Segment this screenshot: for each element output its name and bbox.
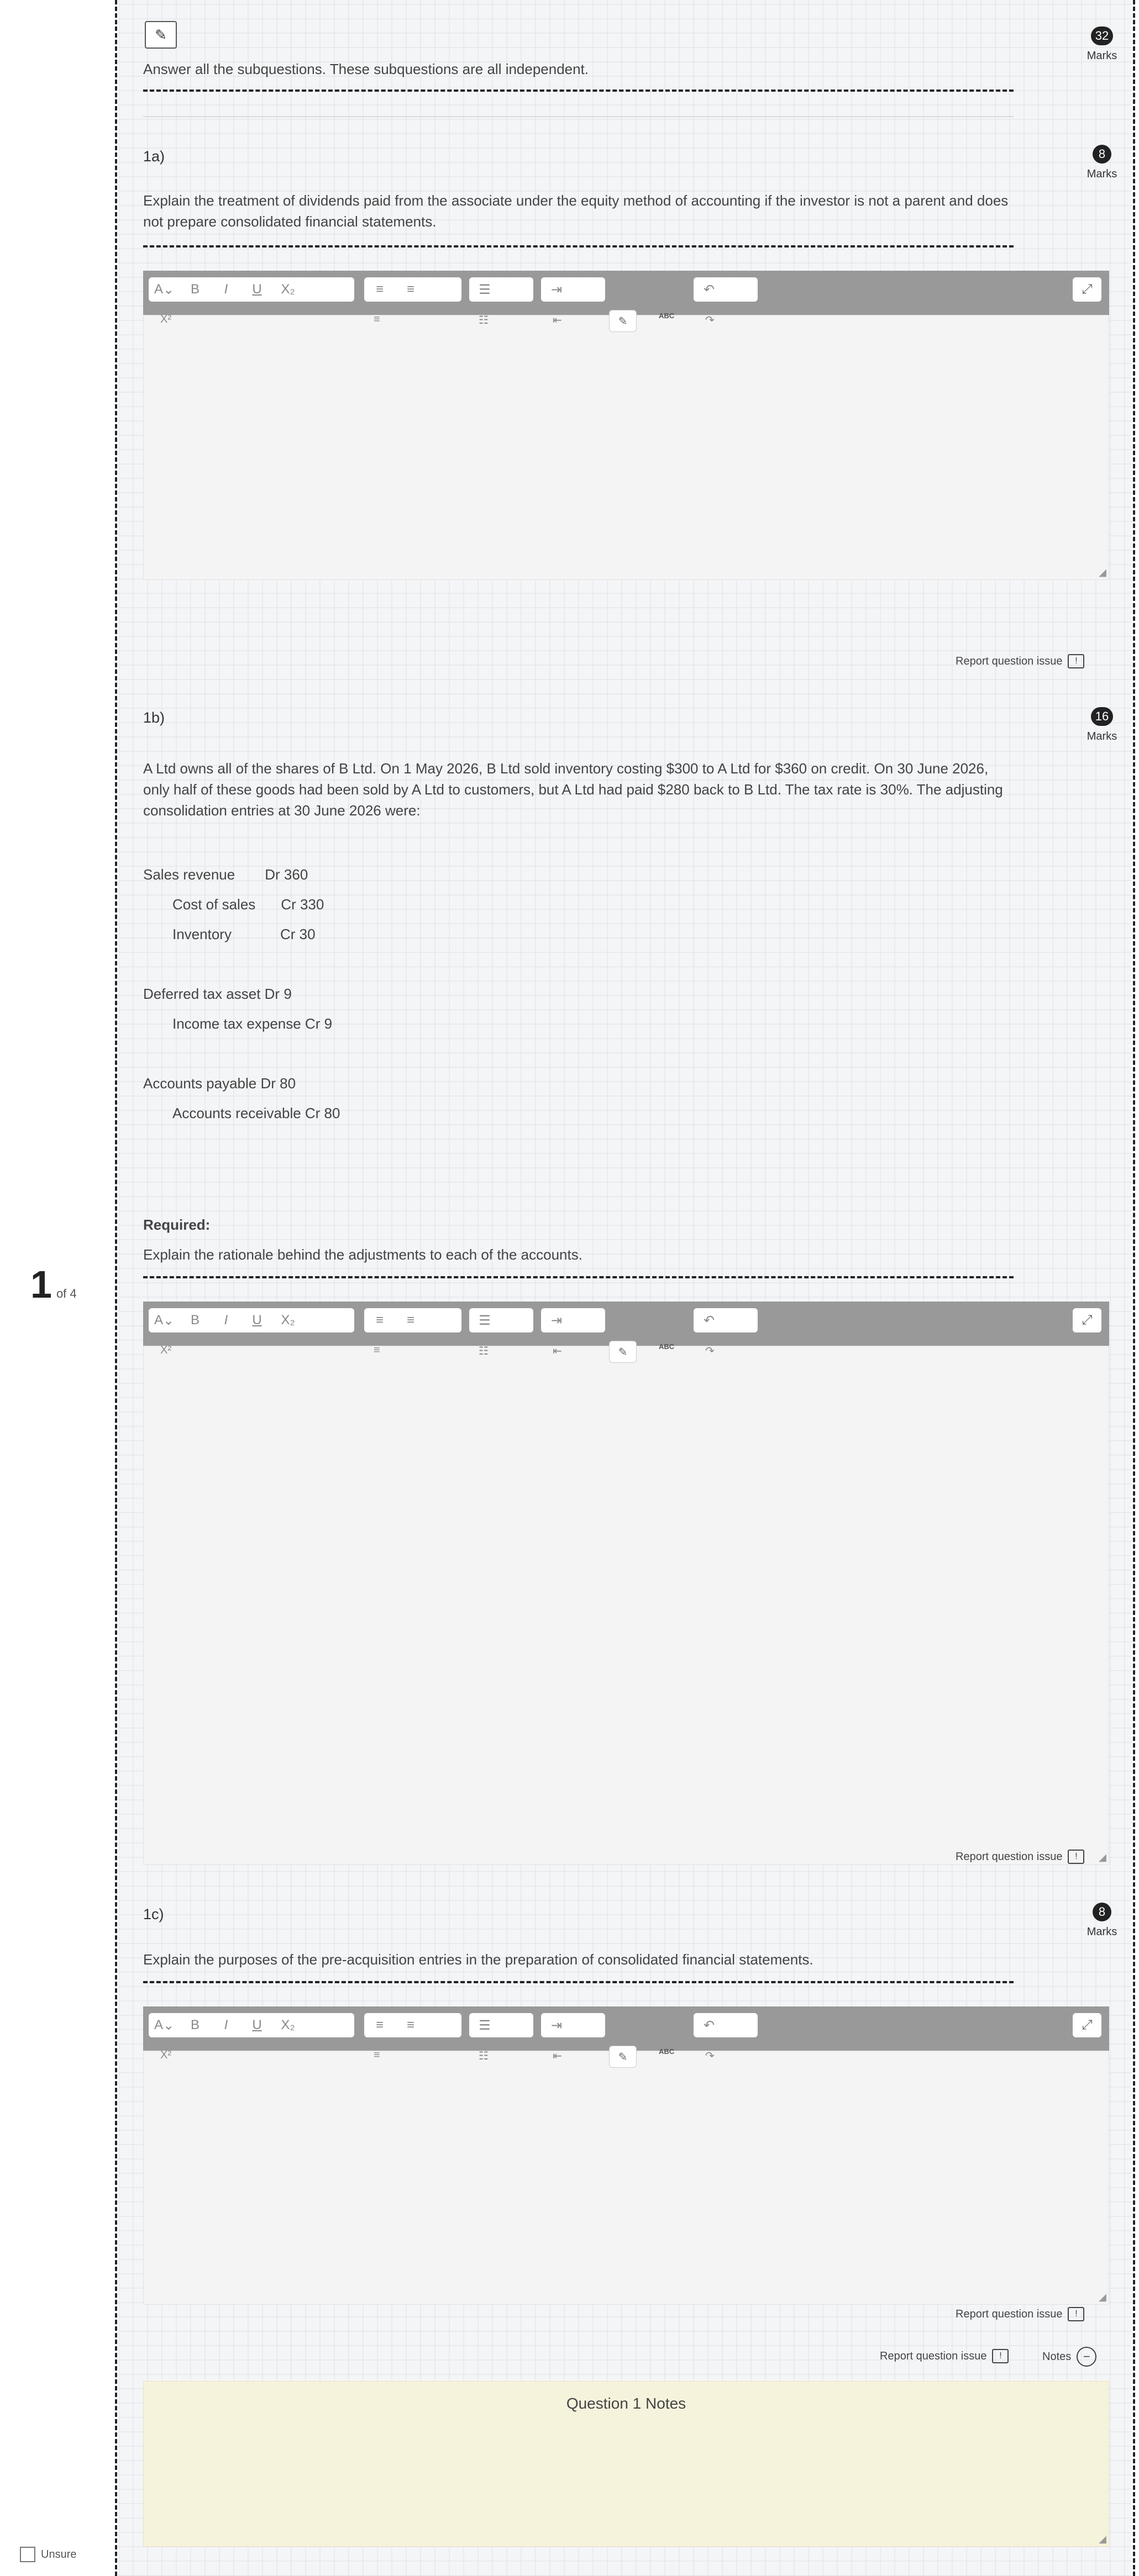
bullet-list-icon[interactable]: ☰ [479,1313,491,1328]
redo-icon[interactable]: ↷ [705,314,715,326]
marks-badge: 8 [1093,1903,1111,1921]
font-button[interactable]: A ⌄ [154,1313,175,1328]
history-group [694,277,758,302]
align-center-icon[interactable]: ≡ [406,1313,414,1327]
underline-button[interactable]: U [252,282,262,297]
undo-icon[interactable]: ↶ [703,1313,715,1328]
fullscreen-icon[interactable]: ⤢ [1073,1308,1101,1332]
superscript-button[interactable]: X² [160,313,171,325]
list-group [469,2013,533,2037]
undo-icon[interactable]: ↶ [703,2017,715,2033]
unsure-label: Unsure [41,2548,77,2561]
underline-button[interactable]: U [252,2017,262,2032]
subquestion-text: A Ltd owns all of the shares of B Ltd. On 1 May 2026, B Ltd sold inventory costing $300 to A Ltd for $360 on credit. On 30 June 2026, only half of these goods had been sold by A Ltd to customers, but A Ltd had paid $280 back to B Ltd. The tax rate is 30%. The adjusting consolidation entries at 30 June 2026 were: [143,760,1003,819]
answer-textarea[interactable] [143,312,1109,580]
required-label: Required: [143,1216,211,1233]
question-number: 1 [30,1263,52,1306]
report-label: Report question issue [956,1850,1063,1863]
report-icon: ! [1068,1850,1084,1864]
list-group [469,277,533,302]
redo-icon[interactable]: ↷ [705,1345,715,1357]
indent-icon[interactable]: ⇥ [550,2017,563,2033]
underline-button[interactable]: U [252,1313,262,1327]
question-counter [30,1262,77,1307]
align-right-icon[interactable]: ≡ [374,2049,380,2061]
entry-line: Inventory Cr 30 [172,926,316,942]
align-right-icon[interactable]: ≡ [374,1344,380,1356]
entry-line: Deferred tax asset Dr 9 [143,986,292,1002]
report-issue-1c[interactable] [956,2307,1084,2321]
checkbox-box[interactable] [20,2547,35,2562]
numbered-list-icon[interactable]: ☷ [479,1345,489,1357]
subquestion-label: 1c) [143,1906,164,1922]
entry-line: Cost of sales Cr 330 [172,896,324,913]
spellcheck-icon[interactable]: ABC [659,312,675,320]
indent-group [541,2013,605,2037]
required-text: Explain the rationale behind the adjustments to each of the accounts. [143,1246,582,1263]
report-icon: ! [992,2349,1009,2363]
editor-toolbar [143,1302,1109,1346]
spellcheck-icon[interactable]: ABC [659,1342,675,1351]
align-group [364,277,461,302]
report-icon: ! [1068,654,1084,668]
eraser-button[interactable] [145,21,177,49]
left-divider [115,0,117,2576]
history-group [694,1308,758,1332]
align-left-icon[interactable]: ≡ [375,1313,384,1327]
bold-button[interactable]: B [190,282,200,297]
align-group [364,1308,461,1332]
spellcheck-icon[interactable]: ABC [659,2047,675,2056]
marks-label: Marks [1086,168,1117,180]
divider [143,89,1014,92]
resize-handle[interactable]: ◢ [1099,2533,1106,2545]
question-panel [118,0,1132,2576]
superscript-button[interactable]: X² [160,2049,171,2061]
entry-line: Sales revenue Dr 360 [143,866,308,883]
notes-panel[interactable] [143,2381,1109,2547]
notes-title: Question 1 Notes [566,2395,686,2412]
resize-handle[interactable]: ◢ [1099,2291,1106,2303]
left-rail [0,0,115,2576]
answer-textarea[interactable] [143,1342,1109,1865]
minus-icon: − [1077,2347,1096,2367]
bold-button[interactable]: B [190,1313,200,1327]
report-label: Report question issue [956,655,1063,667]
indent-icon[interactable]: ⇥ [550,1313,563,1328]
marks-badge: 16 [1091,707,1113,726]
marks-label: Marks [1086,50,1117,62]
marks-badge: 8 [1093,145,1111,164]
subquestion-marks [1080,707,1124,743]
subquestion-text: Explain the purposes of the pre-acquisition entries in the preparation of consolidated financial statements. [143,1951,813,1968]
total-marks [1080,27,1124,62]
marks-badge: 32 [1091,27,1113,45]
text-format-group [149,2013,354,2037]
fullscreen-icon[interactable]: ⤢ [1073,277,1101,302]
numbered-list-icon[interactable]: ☷ [479,2050,489,2062]
subquestion-text: Explain the treatment of dividends paid from the associate under the equity method of accounting if the investor is not a parent and does not prepare consolidated financial statements. [143,192,1009,230]
right-divider [1133,0,1135,2576]
marks-label: Marks [1086,730,1117,742]
list-group [469,1308,533,1332]
align-group [364,2013,461,2037]
subscript-button[interactable]: X₂ [281,1313,295,1327]
divider [143,1981,1014,1983]
subquestion-marks [1080,1903,1124,1938]
bold-button[interactable]: B [190,2017,200,2032]
subscript-button[interactable]: X₂ [281,2017,295,2032]
bullet-list-icon[interactable]: ☰ [479,282,491,297]
resize-handle[interactable]: ◢ [1099,567,1106,578]
italic-button[interactable]: I [224,2017,228,2032]
align-center-icon[interactable]: ≡ [406,2017,414,2032]
fullscreen-icon[interactable]: ⤢ [1073,2013,1101,2037]
align-right-icon[interactable]: ≡ [374,313,380,325]
marks-label: Marks [1086,1926,1117,1938]
divider [143,116,1014,117]
notes-toggle[interactable] [1042,2347,1096,2367]
entry-line: Accounts payable Dr 80 [143,1075,296,1092]
answer-textarea[interactable] [143,2047,1109,2305]
answer-editor-1b [143,1302,1109,1865]
eraser-icon: ✎ [155,26,167,43]
report-icon: ! [1068,2307,1084,2321]
subquestion-marks [1080,145,1124,181]
subscript-button[interactable]: X₂ [281,282,295,297]
entry-line: Accounts receivable Cr 80 [172,1105,340,1121]
italic-button[interactable]: I [224,282,228,297]
notes-label: Notes [1042,2350,1072,2363]
outdent-icon[interactable]: ⇤ [553,314,562,326]
indent-icon[interactable]: ⇥ [550,282,563,297]
font-button[interactable]: A ⌄ [154,282,175,297]
question-intro: Answer all the subquestions. These subquestions are all independent. [143,61,589,77]
answer-editor-1c [143,2006,1109,2305]
italic-button[interactable]: I [224,1313,228,1327]
indent-group [541,277,605,302]
report-label: Report question issue [880,2350,987,2362]
bullet-list-icon[interactable]: ☰ [479,2017,491,2033]
align-center-icon[interactable]: ≡ [406,282,414,297]
history-group [694,2013,758,2037]
divider [143,1276,1014,1278]
pencil-icon[interactable]: ✎ [609,310,637,332]
editor-toolbar [143,2006,1109,2051]
align-left-icon[interactable]: ≡ [375,2017,384,2032]
undo-icon[interactable]: ↶ [703,282,715,297]
editor-toolbar [143,271,1109,315]
redo-icon[interactable]: ↷ [705,2050,715,2062]
report-issue-question[interactable] [880,2349,1009,2363]
answer-editor-1a [143,271,1109,580]
unsure-checkbox[interactable] [20,2547,76,2562]
pencil-icon[interactable]: ✎ [609,1341,637,1363]
subquestion-label: 1b) [143,709,165,726]
text-format-group [149,277,354,302]
report-issue-1a[interactable] [956,654,1084,668]
entry-line: Income tax expense Cr 9 [172,1015,333,1032]
numbered-list-icon[interactable]: ☷ [479,314,489,326]
divider [143,245,1014,247]
align-left-icon[interactable]: ≡ [375,282,384,297]
text-format-group [149,1308,354,1332]
font-button[interactable]: A ⌄ [154,2017,175,2033]
pencil-icon[interactable]: ✎ [609,2046,637,2068]
outdent-icon[interactable]: ⇤ [553,1345,562,1357]
report-issue-1b[interactable] [956,1850,1084,1864]
report-label: Report question issue [956,2308,1063,2320]
superscript-button[interactable]: X² [160,1344,171,1356]
outdent-icon[interactable]: ⇤ [553,2050,562,2062]
subquestion-label: 1a) [143,148,165,165]
question-total: of 4 [56,1287,77,1300]
resize-handle[interactable]: ◢ [1099,1852,1106,1863]
indent-group [541,1308,605,1332]
